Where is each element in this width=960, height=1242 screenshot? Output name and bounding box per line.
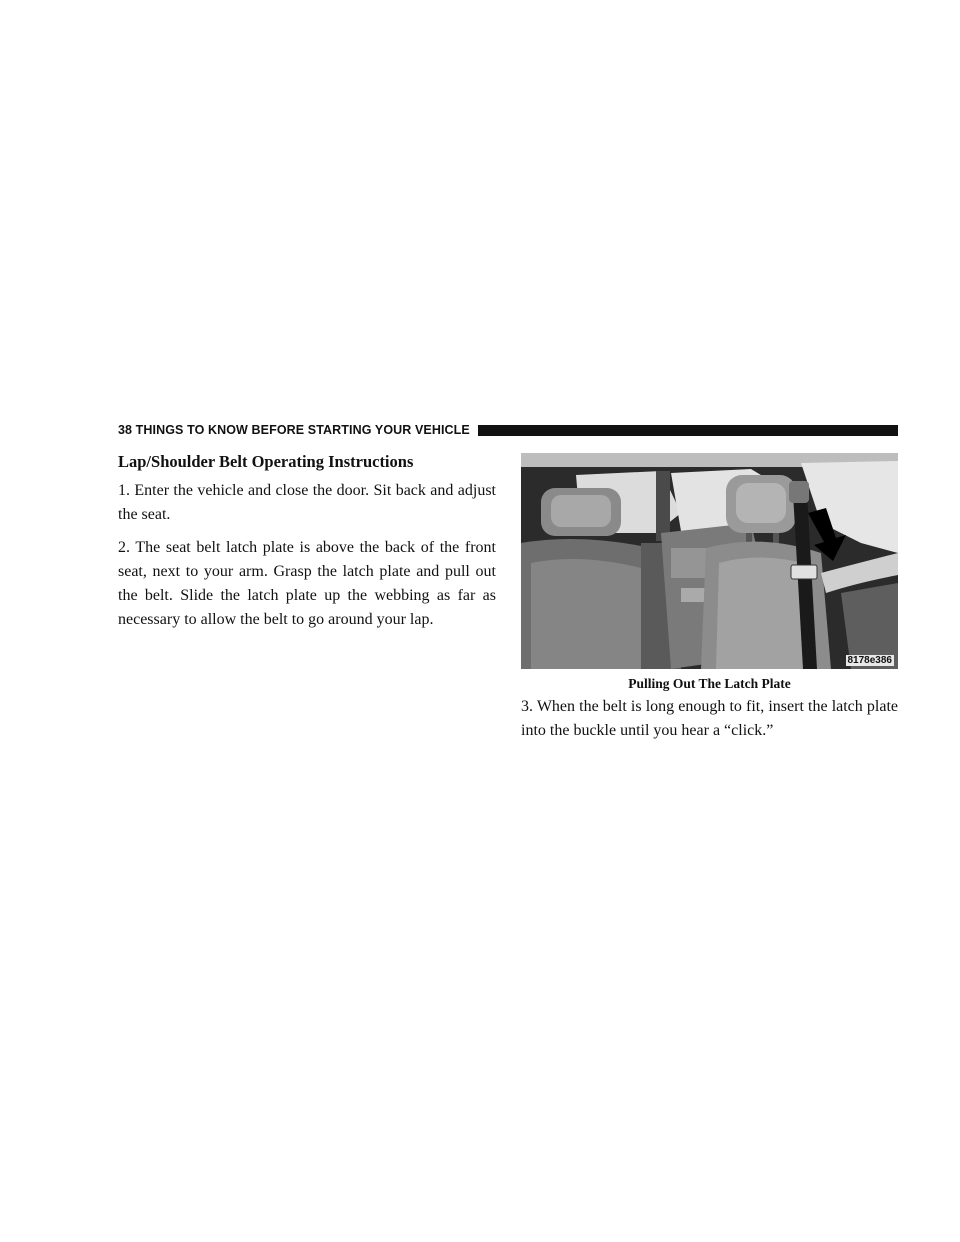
- seat-belt-illustration: [521, 453, 898, 669]
- seat-belt-photo-icon: [521, 453, 898, 669]
- header-rule: [478, 425, 898, 436]
- page-header-label: 38 THINGS TO KNOW BEFORE STARTING YOUR VEHICLE: [118, 423, 470, 437]
- section-heading: Lap/Shoulder Belt Operating Instructions: [118, 452, 414, 471]
- page-header: [118, 421, 898, 439]
- step-1-text: 1. Enter the vehicle and close the door. Sit back and adjust the seat.: [118, 482, 496, 523]
- figure-caption: Pulling Out The Latch Plate: [628, 676, 791, 691]
- step-3-text: 3. When the belt is long enough to fit, insert the latch plate into the buckle until you hear a “click.”: [521, 698, 898, 739]
- step-2-text: 2. The seat belt latch plate is above the back of the front seat, next to your arm. Grasp the latch plate and pull out the belt. Slide the latch plate up the webbing as far as necessary to allow the belt to go around your lap.: [118, 539, 496, 628]
- figure-code: 8178e386: [847, 655, 892, 666]
